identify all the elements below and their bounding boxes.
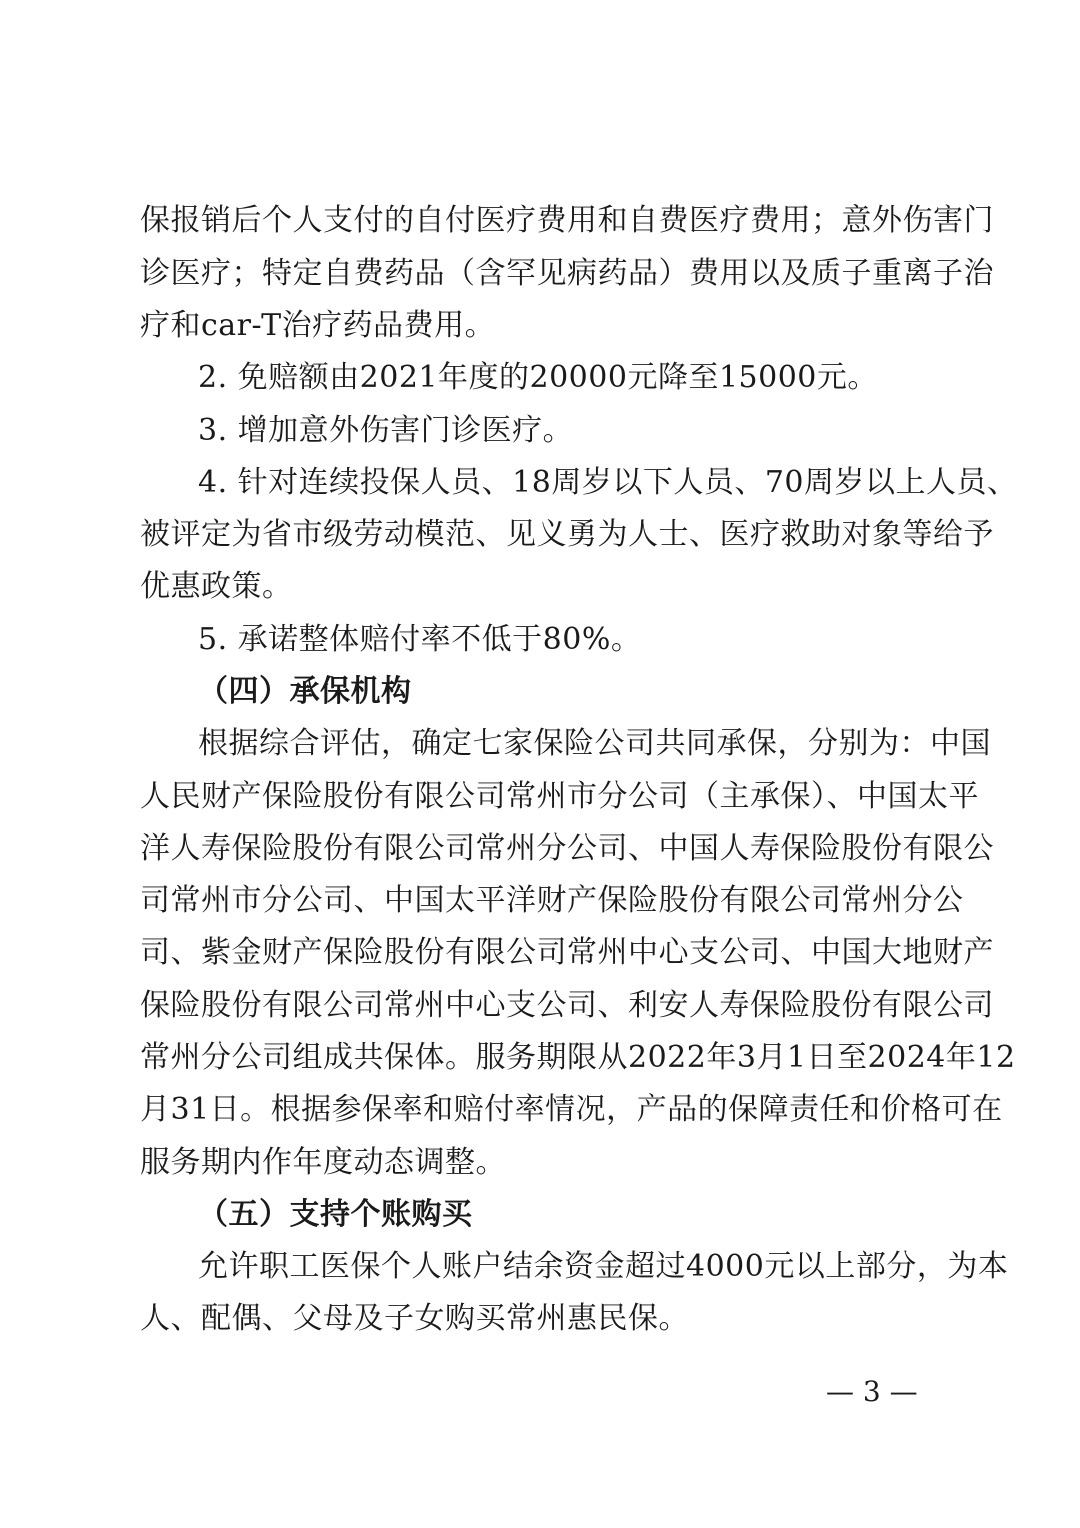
list-item-2: 2. 免赔额由2021年度的20000元降至15000元。: [198, 360, 878, 395]
list-item-5: 5. 承诺整体赔付率不低于80%。: [198, 622, 642, 657]
section-four-line-3: 洋人寿保险股份有限公司常州分公司、中国人寿保险股份有限公: [140, 831, 994, 866]
section-five-line-2: 人、配偶、父母及子女购买常州惠民保。: [140, 1301, 689, 1336]
section-four-line-5: 司、紫金财产保险股份有限公司常州中心支公司、中国大地财产: [140, 935, 994, 970]
list-item-4: 4. 针对连续投保人员、18周岁以下人员、70周岁以上人员、: [198, 465, 1018, 500]
section-five-line-1: 允许职工医保个人账户结余资金超过4000元以上部分，为本: [198, 1249, 1009, 1284]
body-line-2: 诊医疗；特定自费药品（含罕见病药品）费用以及质子重离子治: [140, 256, 994, 291]
section-four-line-9: 服务期内作年度动态调整。: [140, 1145, 506, 1180]
section-four-line-8: 月31日。根据参保率和赔付率情况，产品的保障责任和价格可在: [140, 1092, 1003, 1127]
page-number: — 3 —: [826, 1375, 918, 1408]
list-item-4-continued-2: 优惠政策。: [140, 569, 293, 604]
section-heading-four: （四）承保机构: [198, 674, 412, 709]
section-four-line-4: 司常州市分公司、中国太平洋财产保险股份有限公司常州分公: [140, 883, 964, 918]
section-four-line-2: 人民财产保险股份有限公司常州市分公司（主承保）、中国太平: [140, 779, 979, 814]
body-line-3: 疗和car-T治疗药品费用。: [140, 308, 496, 343]
section-heading-five: （五）支持个账购买: [198, 1197, 473, 1232]
body-line-1: 保报销后个人支付的自付医疗费用和自费医疗费用；意外伤害门: [140, 203, 994, 238]
section-four-line-6: 保险股份有限公司常州中心支公司、利安人寿保险股份有限公司: [140, 988, 994, 1023]
section-four-line-1: 根据综合评估，确定七家保险公司共同承保，分别为：中国: [198, 726, 991, 761]
list-item-3: 3. 增加意外伤害门诊医疗。: [198, 413, 574, 448]
list-item-4-continued-1: 被评定为省市级劳动模范、见义勇为人士、医疗救助对象等给予: [140, 517, 994, 552]
section-four-line-7: 常州分公司组成共保体。服务期限从2022年3月1日至2024年12: [140, 1040, 1016, 1075]
